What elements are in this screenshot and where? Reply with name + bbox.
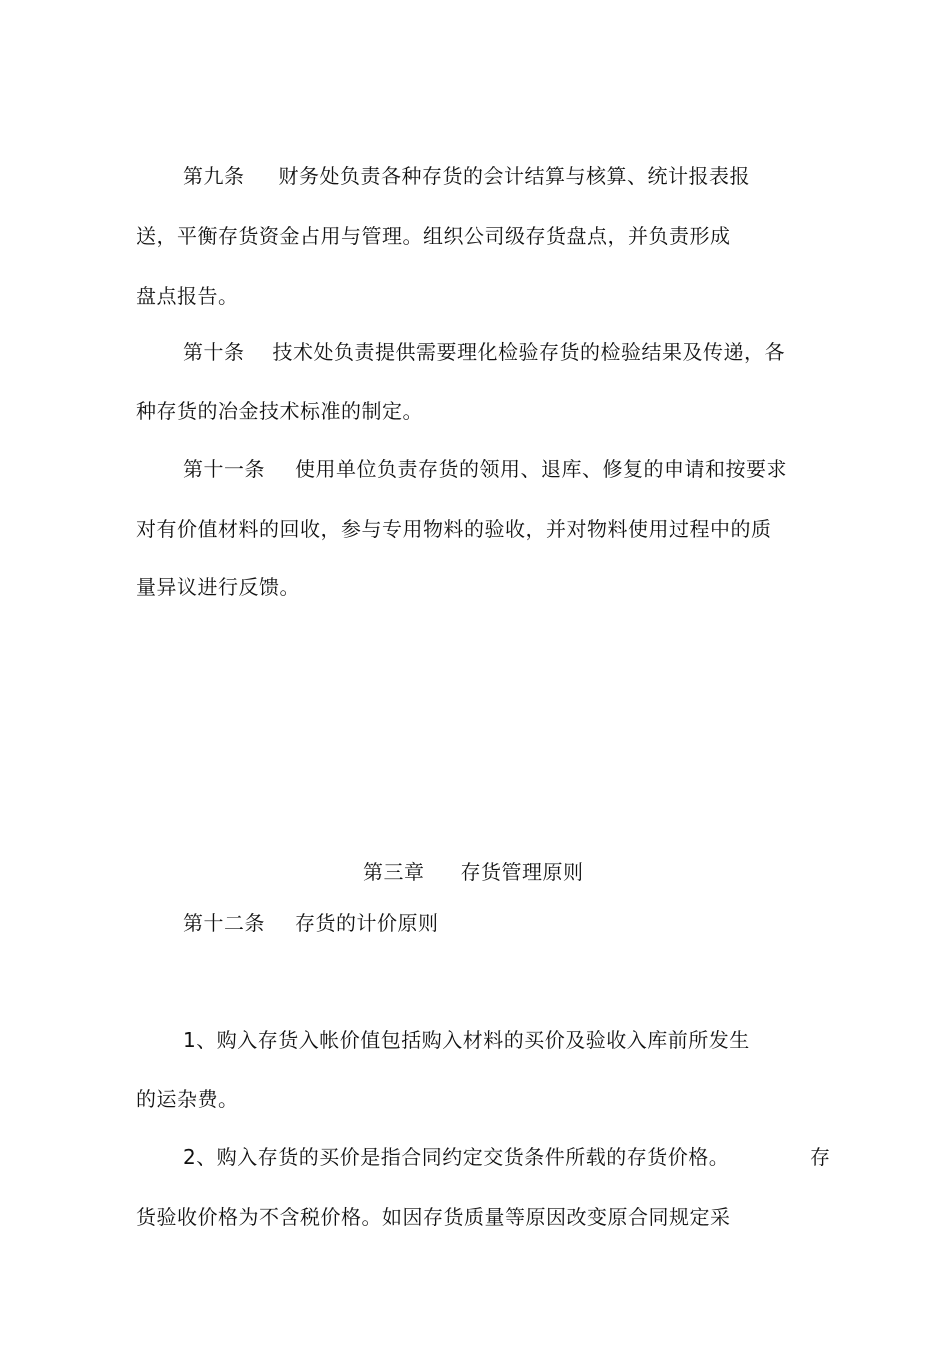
article-12-title: 存货的计价原则 — [295, 911, 439, 935]
item-2-line-2: 货验收价格为不含税价格。如因存货质量等原因改变原合同规定采 — [136, 1205, 731, 1229]
item-2-line-1-tail: 存 — [810, 1145, 831, 1169]
article-11-label: 第十一条 — [183, 457, 265, 481]
chapter-heading — [363, 860, 584, 884]
article-10-label: 第十条 — [183, 340, 245, 364]
item-1-line-2: 的运杂费。 — [136, 1087, 239, 1111]
chapter-title: 存货管理原则 — [460, 860, 584, 884]
article-10-line-2: 种存货的冶金技术标准的制定。 — [136, 399, 423, 423]
article-12-heading — [183, 911, 439, 935]
article-10-text: 技术处负责提供需要理化检验存货的检验结果及传递，各 — [272, 340, 785, 364]
article-9-text: 财务处负责各种存货的会计结算与核算、统计报表报 — [278, 164, 750, 188]
article-9-line-2: 送，平衡存货资金占用与管理。组织公司级存货盘点，并负责形成 — [136, 224, 731, 248]
article-12-label: 第十二条 — [183, 911, 265, 935]
article-11-text: 使用单位负责存货的领用、退库、修复的申请和按要求 — [295, 457, 787, 481]
article-9-label: 第九条 — [183, 164, 245, 188]
chapter-label: 第三章 — [363, 860, 425, 884]
item-2-line-1: 2、购入存货的买价是指合同约定交货条件所载的存货价格。 — [183, 1145, 730, 1169]
article-9-line-1 — [183, 164, 750, 188]
article-11-line-3: 量异议进行反馈。 — [136, 575, 300, 599]
article-11-line-2: 对有价值材料的回收，参与专用物料的验收，并对物料使用过程中的质 — [136, 517, 772, 541]
article-9-line-3: 盘点报告。 — [136, 284, 239, 308]
article-10-line-1 — [183, 340, 785, 364]
item-1-line-1: 1、购入存货入帐价值包括购入材料的买价及验收入库前所发生 — [183, 1028, 750, 1052]
article-11-line-1 — [183, 457, 787, 481]
